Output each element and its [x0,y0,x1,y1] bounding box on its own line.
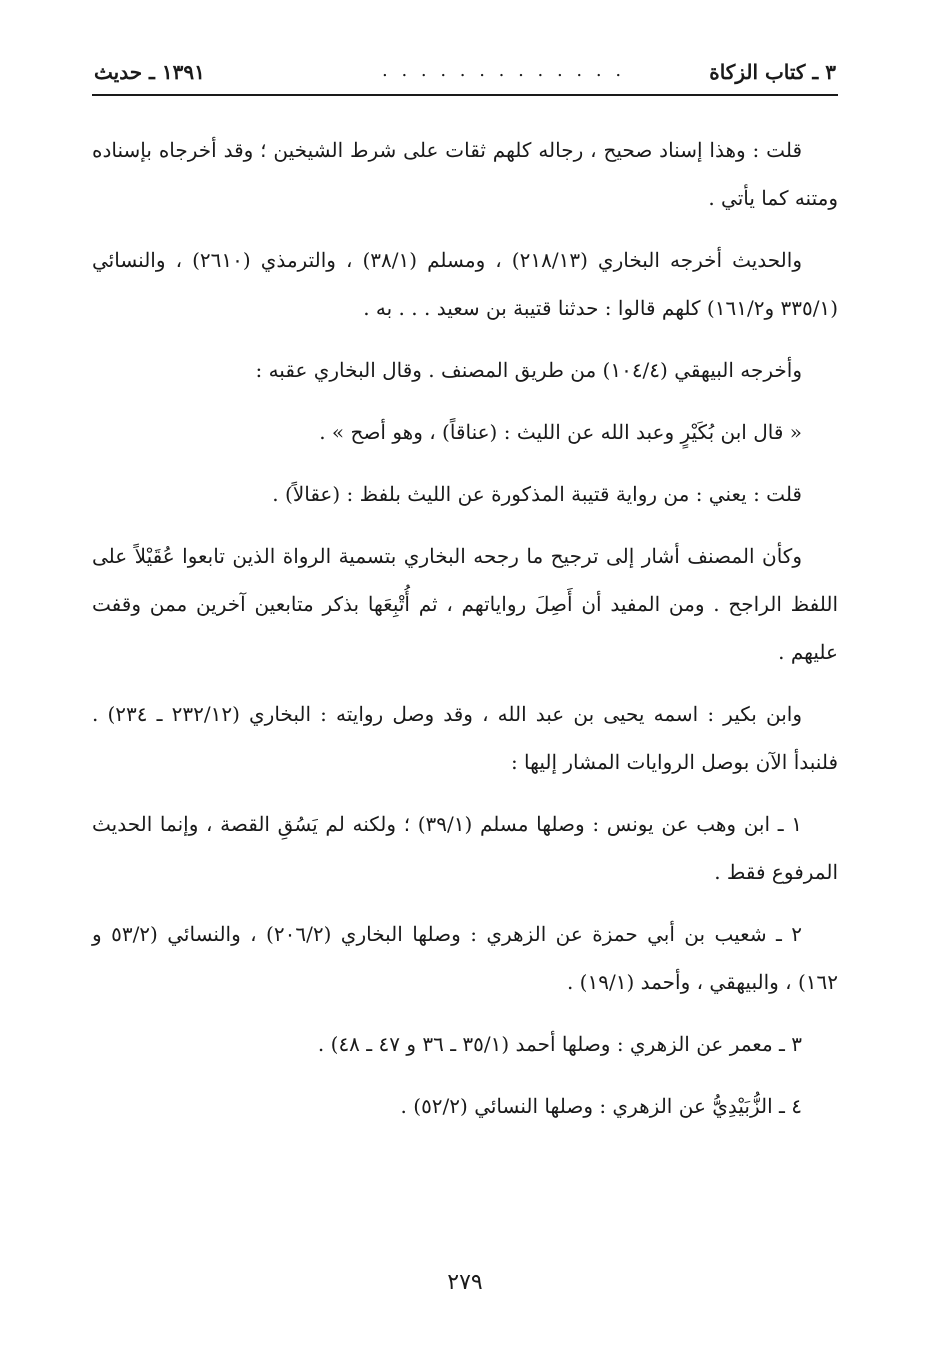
paragraph-bukhari-quote: « قال ابن بُكَيْرٍ وعبد الله عن الليث : (عناقاً) ، وهو أصح » . [319,420,802,444]
paragraph-isnad-ruling: قلت : وهذا إسناد صحيح ، رجاله كلهم ثقات على شرط الشيخين ؛ وقد أخرجاه بإسناده ومتنه كما يأتي . [92,138,838,210]
list-item-4: ٤ ـ الزُّبَيْدِيُّ عن الزهري : وصلها النسائي (٥٢/٢) . [400,1094,802,1118]
paragraph-takhrij: والحديث أخرجه البخاري (٢١٨/١٣) ، ومسلم (٣٨/١) ، والترمذي (٢٦١٠) ، والنسائي (٣٣٥/١ و١٦١/٢) كلهم قالوا : حدثنا قتيبة بن سعيد . . . به . [92,248,838,320]
running-header [92,58,838,96]
book-page [92,58,838,1338]
paragraph-qutayba: قلت : يعني : من رواية قتيبة المذكورة عن الليث بلفظ : (عقالاً) . [272,482,802,506]
header-dots: . . . . . . . . . . . . . [382,60,626,81]
paragraph-tarjih: وكأن المصنف أشار إلى ترجيح ما رجحه البخاري بتسمية الرواة الذين تابعوا عُقَيْلاً على اللفظ الراجح . ومن المفيد أن أَصِلَ رواياتهم ، ثم أُتْبِعَها بذكر متابعين آخرين ممن وقفت عليهم . [92,544,838,664]
chapter-title: ٣ ـ كتاب الزكاة [709,60,836,84]
paragraph-ibn-bukayr: وابن بكير : اسمه يحيى بن عبد الله ، وقد وصل روايته : البخاري (٢٣٢/١٢ ـ ٢٣٤) . فلنبدأ الآن بوصل الروايات المشار إليها : [92,702,838,774]
paragraph-bayhaqi: وأخرجه البيهقي (١٠٤/٤) من طريق المصنف . وقال البخاري عقبه : [255,358,802,382]
page-number: ٢٧٩ [447,1270,483,1295]
list-item-3: ٣ ـ معمر عن الزهري : وصلها أحمد (٣٥/١ ـ ٣٦ و ٤٧ ـ ٤٨) . [317,1032,802,1056]
list-item-1: ١ ـ ابن وهب عن يونس : وصلها مسلم (٣٩/١) ؛ ولكنه لم يَسُقِ القصة ، وإنما الحديث المرفوع فقط . [92,812,838,884]
list-item-2: ٢ ـ شعيب بن أبي حمزة عن الزهري : وصلها البخاري (٢٠٦/٢) ، والنسائي (٥٣/٢ و ١٦٢) ، والبيهقي ، وأحمد (١٩/١) . [92,922,838,994]
body-text [92,126,838,1130]
hadith-number: ١٣٩١ ـ حديث [94,60,205,84]
